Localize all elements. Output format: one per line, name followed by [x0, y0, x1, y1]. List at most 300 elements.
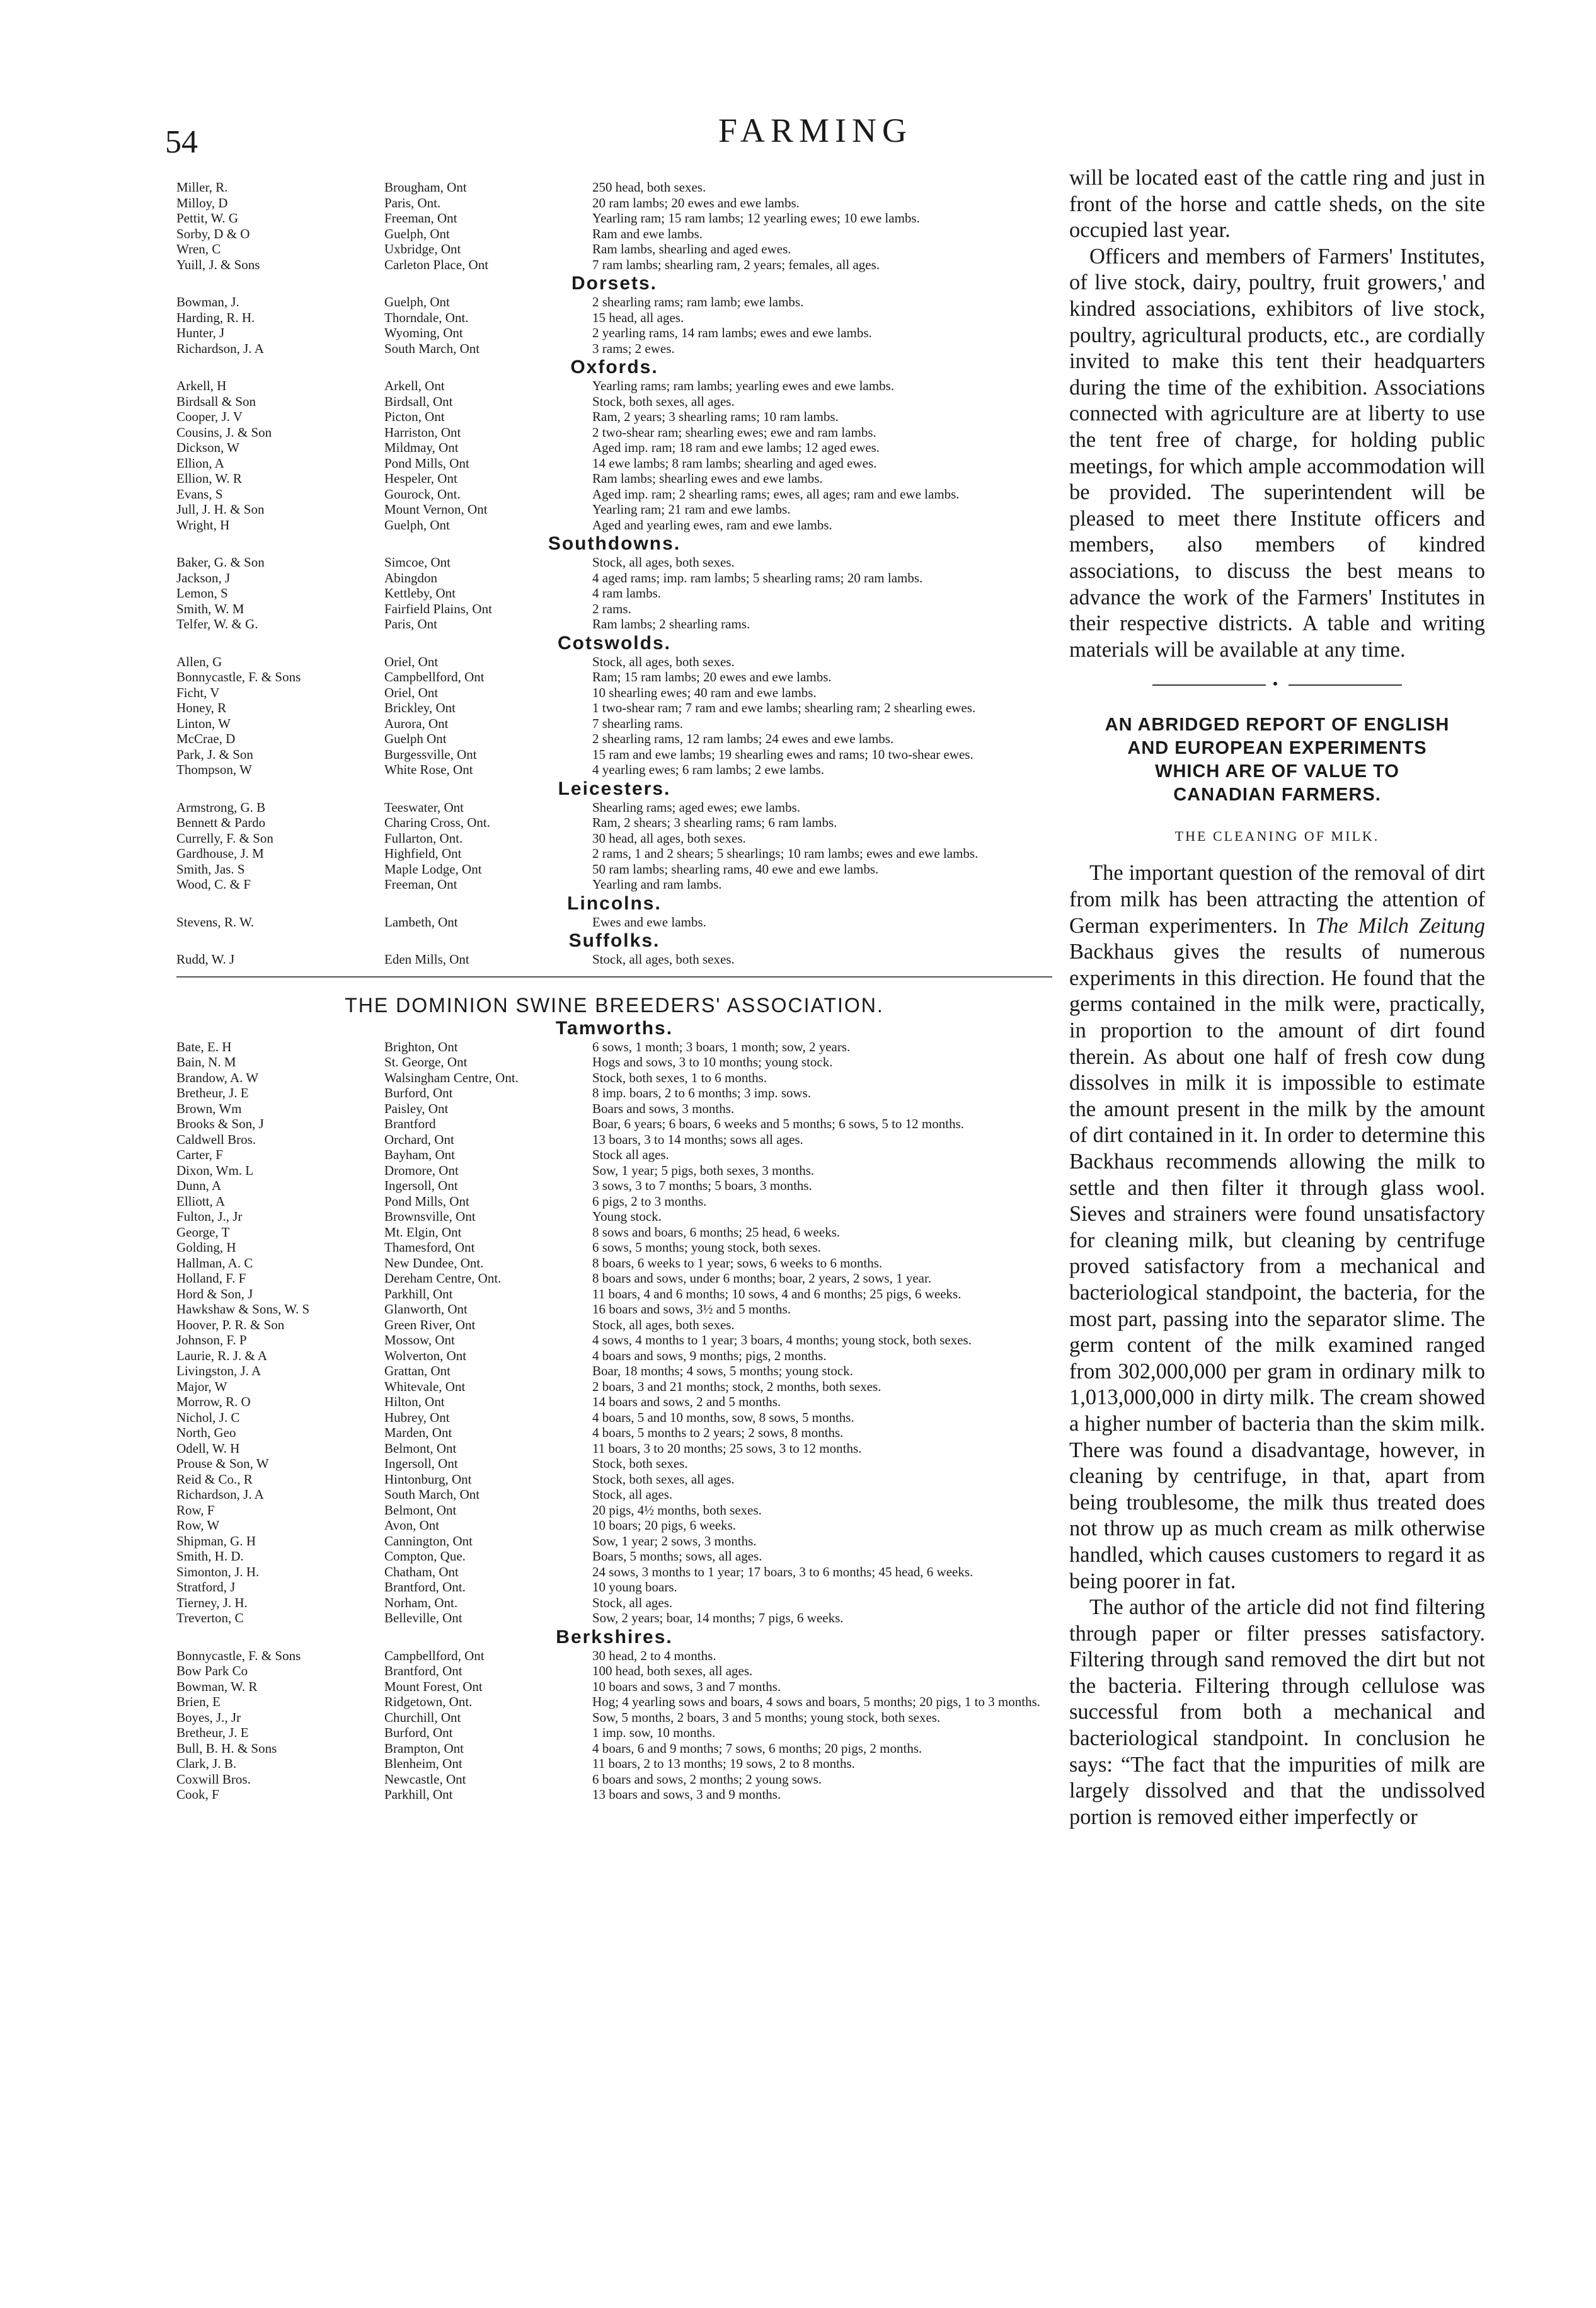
breeder-stock: 7 shearling rams. [592, 715, 684, 731]
breeder-row [176, 195, 1052, 211]
breeder-address: Orchard, Ont [384, 1131, 454, 1147]
breeder-stock: 10 boars and sows, 3 and 7 months. [592, 1678, 781, 1694]
breeder-address: Chatham, Ont [384, 1564, 459, 1579]
breeder-stock: 2 two-shear ram; shearling ewes; ewe and ram lambs. [592, 424, 876, 440]
breeder-stock: 6 sows, 1 month; 3 boars, 1 month; sow, 2 years. [592, 1039, 851, 1054]
breeder-stock: 14 boars and sows, 2 and 5 months. [592, 1394, 781, 1409]
breeder-stock: 14 ewe lambs; 8 ram lambs; shearling and aged ewes. [592, 455, 877, 471]
breeder-stock: 4 boars, 5 months to 2 years; 2 sows, 8 months. [592, 1425, 844, 1440]
breeder-stock: Boars and sows, 3 months. [592, 1100, 735, 1116]
breeder-row [176, 831, 1052, 846]
breeder-stock: Sow, 1 year; 5 pigs, both sexes, 3 months. [592, 1162, 815, 1178]
breeder-row [176, 1425, 1052, 1441]
breeder-stock: Stock, both sexes, all ages. [592, 1471, 735, 1487]
breeder-address: Highfield, Ont [384, 846, 462, 861]
breeder-stock: Aged imp. ram; 2 shearling rams; ewes, all ages; ram and ewe lambs. [592, 486, 960, 502]
breeder-stock: 13 boars, 3 to 14 months; sows all ages. [592, 1131, 803, 1147]
breeder-name: Caldwell Bros. [176, 1131, 256, 1147]
breeder-name: Smith, Jas. S [176, 861, 245, 877]
breeder-row [176, 325, 1052, 341]
breeder-stock: Stock all ages. [592, 1147, 669, 1162]
breeder-name: Stratford, J [176, 1579, 236, 1595]
breeder-name: Bonnycastle, F. & Sons [176, 1647, 301, 1663]
breeder-name: Laurie, R. J. & A [176, 1347, 268, 1363]
breeder-address: Oriel, Ont [384, 684, 439, 700]
breeder-stock: 4 boars, 6 and 9 months; 7 sows, 6 months; 20 pigs, 2 months. [592, 1740, 922, 1756]
breeder-name: Bennett & Pardo [176, 815, 266, 830]
breeder-row [176, 685, 1052, 701]
breeder-stock: 24 sows, 3 months to 1 year; 17 boars, 3 to 6 months; 45 head, 6 weeks. [592, 1564, 973, 1579]
breeder-address: Arkell, Ont [384, 378, 445, 393]
breeder-address: Cannington, Ont [384, 1533, 473, 1549]
article-subtitle: THE CLEANING OF MILK. [1174, 828, 1380, 844]
breeder-address: South March, Ont [384, 340, 480, 356]
breeder-stock: 3 rams; 2 ewes. [592, 340, 675, 356]
breeder-row [176, 570, 1052, 586]
breeder-name: Elliott, A [176, 1193, 226, 1209]
breeder-name: Brandow, A. W [176, 1070, 259, 1085]
breeder-row [176, 1648, 1052, 1664]
breeder-address: Picton, Ont [384, 409, 445, 424]
breeder-row [176, 1564, 1052, 1580]
breeder-name: Dickson, W [176, 440, 239, 455]
breeder-name: Honey, R [176, 700, 227, 715]
breeder-row [176, 425, 1052, 441]
breeder-name: Wright, H [176, 517, 230, 533]
breed-heading: Lincolns. [567, 892, 662, 914]
breeder-name: Brien, E [176, 1694, 221, 1709]
breeder-name: Bowman, J. [176, 294, 239, 309]
breeder-row [176, 846, 1052, 862]
breeder-name: Bate, E. H [176, 1039, 232, 1054]
breeder-row [176, 800, 1052, 816]
breeder-address: Pond Mills, Ont [384, 455, 469, 471]
breeder-address: Brampton, Ont [384, 1740, 464, 1756]
breeder-stock: 6 boars and sows, 2 months; 2 young sows. [592, 1771, 822, 1787]
breeder-address: Belleville, Ont [384, 1610, 462, 1625]
breeder-address: Wolverton, Ont [384, 1347, 467, 1363]
breeder-row [176, 1410, 1052, 1426]
breeder-stock: Ram and ewe lambs. [592, 226, 703, 241]
breed-heading: Cotswolds. [557, 632, 671, 654]
breeder-address: Mount Vernon, Ont [384, 502, 488, 517]
breeder-address: Burgessville, Ont [384, 746, 477, 762]
breeder-address: Brantford, Ont [384, 1663, 462, 1678]
breeder-stock: 4 yearling ewes; 6 ram lambs; 2 ewe lambs. [592, 762, 824, 777]
breeder-address: Mount Forest, Ont [384, 1678, 483, 1694]
breeder-row [176, 1394, 1052, 1410]
breeder-address: Glanworth, Ont [384, 1301, 468, 1317]
breeder-stock: Stock, both sexes, all ages. [592, 393, 735, 409]
breeder-stock: 3 sows, 3 to 7 months; 5 boars, 3 months. [592, 1178, 812, 1193]
breeder-stock: 50 ram lambs; shearling rams, 40 ewe and ewe lambs. [592, 861, 879, 877]
breeder-address: Guelph, Ont [384, 294, 450, 309]
breeder-address: Eden Mills, Ont [384, 952, 469, 967]
breeder-row [176, 310, 1052, 326]
breeder-stock: 10 young boars. [592, 1579, 677, 1595]
breeder-stock: 7 ram lambs; shearling ram, 2 years; females, all ages. [592, 257, 880, 272]
breeder-stock: 11 boars, 3 to 20 months; 25 sows, 3 to 12 months. [592, 1440, 862, 1456]
breeder-stock: 20 ram lambs; 20 ewes and ewe lambs. [592, 195, 800, 211]
breeder-address: Pond Mills, Ont [384, 1193, 469, 1209]
breeder-address: Uxbridge, Ont [384, 241, 461, 257]
breeder-row [176, 1225, 1052, 1240]
breeder-name: Odell, W. H [176, 1440, 240, 1456]
breeder-name: Reid & Co., R [176, 1471, 253, 1487]
breeder-stock: 4 boars and sows, 9 months; pigs, 2 months. [592, 1347, 827, 1363]
breeder-row [176, 762, 1052, 778]
breeder-name: Major, W [176, 1378, 227, 1394]
breeder-address: Avon, Ont [384, 1518, 440, 1533]
breeder-name: Hawkshaw & Sons, W. S [176, 1301, 310, 1317]
breeder-address: Dereham Centre, Ont. [384, 1271, 502, 1286]
breed-heading: Tamworths. [555, 1017, 674, 1039]
breeder-name: Miller, R. [176, 180, 228, 195]
breeder-address: Freeman, Ont [384, 211, 457, 226]
breeder-name: Armstrong, G. B [176, 799, 266, 815]
breeder-stock: Sow, 1 year; 2 sows, 3 months. [592, 1533, 757, 1549]
breeder-address: Grattan, Ont [384, 1363, 451, 1378]
breeder-name: Pettit, W. G [176, 211, 239, 226]
breeder-name: George, T [176, 1224, 230, 1240]
breeder-name: Gardhouse, J. M [176, 846, 264, 861]
breeder-stock: Shearling rams; aged ewes; ewe lambs. [592, 799, 801, 815]
breeder-address: Marden, Ont [384, 1425, 452, 1440]
section-ornament: • [1069, 671, 1485, 697]
breeder-address: Brownsville, Ont [384, 1209, 476, 1224]
breeder-row [176, 1741, 1052, 1757]
breeder-name: Livingston, J. A [176, 1363, 261, 1378]
breeder-name: Golding, H [176, 1240, 236, 1255]
breeder-address: Belmont, Ont [384, 1502, 457, 1518]
breeder-address: Guelph Ont [384, 731, 447, 746]
breeder-row [176, 1456, 1052, 1472]
breeder-name: Hallman, A. C [176, 1255, 253, 1271]
breeder-row [176, 1209, 1052, 1225]
breeder-stock: Ram, 2 years; 3 shearling rams; 10 ram lambs. [592, 409, 839, 424]
breeder-stock: 6 sows, 5 months; young stock, both sexes. [592, 1240, 821, 1255]
breeder-address: South March, Ont [384, 1487, 480, 1502]
breeder-address: Paris, Ont. [384, 195, 441, 211]
running-title: FARMING [718, 112, 913, 149]
breeder-stock: 2 boars, 3 and 21 months; stock, 2 months, both sexes. [592, 1378, 881, 1394]
breeder-address: Guelph, Ont [384, 226, 450, 241]
breeder-address: Aurora, Ont [384, 715, 449, 731]
officers-paragraph: Officers and members of Farmers' Institutes, of live stock, dairy, poultry, fruit growers,' and kindred associations, exhibitors of live stock, poultry, agricultural products, etc., are cordially invited to make this tent their headquarters during the time of the exhibition. Associations connected with agriculture are at liberty to use the tent free of charge, for holding public meetings, for which ample accommodation will be provided. The superintendent will be pleased to meet there Institute officers and members, also members of kindred associations, to discuss the best means to advance the work of the Farmers' Institutes in their respective districts. A table and writing materials will be available at any time. [1069, 244, 1485, 662]
breeder-address: Freeman, Ont [384, 877, 457, 892]
breeder-row [176, 1710, 1052, 1726]
article-paragraph-1 [1069, 860, 1485, 1595]
breeder-row [176, 747, 1052, 763]
breeder-stock: Yearling and ram lambs. [592, 877, 722, 892]
breeder-name: Row, F [176, 1502, 215, 1518]
breeder-stock: Boar, 6 years; 6 boars, 6 weeks and 5 months; 6 sows, 5 to 12 months. [592, 1116, 965, 1131]
breeder-stock: 6 pigs, 2 to 3 months. [592, 1193, 707, 1209]
breeder-address: Dromore, Ont [384, 1162, 459, 1178]
breeder-row [176, 1363, 1052, 1379]
breeder-stock: Boar, 18 months; 4 sows, 5 months; young stock. [592, 1363, 853, 1378]
breeder-address: Harriston, Ont [384, 424, 461, 440]
breeder-stock: 2 shearling rams, 12 ram lambs; 24 ewes and ewe lambs. [592, 731, 894, 746]
breeder-row [176, 1679, 1052, 1695]
breeder-stock: Boars, 5 months; sows, all ages. [592, 1549, 762, 1564]
breeder-stock: Stock, both sexes. [592, 1456, 688, 1471]
breeder-row [176, 502, 1052, 517]
breeder-name: Sorby, D & O [176, 226, 250, 241]
breeder-row [176, 1694, 1052, 1710]
breeder-address: Hintonburg, Ont [384, 1471, 472, 1487]
breeder-address: Ridgetown, Ont. [384, 1694, 473, 1709]
breeder-row [176, 1725, 1052, 1741]
breeder-address: Bayham, Ont [384, 1147, 455, 1162]
breeder-row [176, 1116, 1052, 1132]
breeder-address: Green River, Ont [384, 1317, 476, 1332]
breeder-row [176, 1379, 1052, 1395]
breeder-stock: 100 head, both sexes, all ages. [592, 1663, 753, 1678]
breeder-name: Cousins, J. & Son [176, 424, 272, 440]
breeder-name: Thompson, W [176, 762, 252, 777]
breeder-name: Bow Park Co [176, 1663, 248, 1678]
breeder-row [176, 1085, 1052, 1101]
breeder-stock: 4 ram lambs. [592, 586, 662, 601]
breeder-stock: Sow, 5 months, 2 boars, 3 and 5 months; young stock, both sexes. [592, 1709, 941, 1725]
breeder-stock: Stock, all ages, both sexes. [592, 1317, 735, 1332]
breeder-name: Fulton, J., Jr [176, 1209, 243, 1224]
breeder-stock: Ewes and ewe lambs. [592, 914, 706, 930]
breeder-row [176, 731, 1052, 747]
breeder-name: McCrae, D [176, 731, 236, 746]
breeder-row [176, 601, 1052, 617]
breeder-stock: 4 sows, 4 months to 1 year; 3 boars, 4 months; young stock, both sexes. [592, 1332, 972, 1347]
breeder-stock: Hog; 4 yearling sows and boars, 4 sows and boars, 5 months; 20 pigs, 1 to 3 months. [592, 1694, 1041, 1709]
breeder-stock: 1 imp. sow, 10 months. [592, 1725, 716, 1740]
breeder-row [176, 1271, 1052, 1286]
breeder-address: Belmont, Ont [384, 1440, 457, 1456]
breeder-row [176, 555, 1052, 570]
breeder-name: Bain, N. M [176, 1054, 236, 1070]
breeder-address: Mildmay, Ont [384, 440, 459, 455]
breeder-stock: 30 head, all ages, both sexes. [592, 830, 746, 846]
right-column [1069, 165, 1485, 1830]
breeder-row [176, 1441, 1052, 1457]
breeder-address: Teeswater, Ont [384, 799, 464, 815]
breeder-row [176, 409, 1052, 425]
breeder-name: Johnson, F. P [176, 1332, 247, 1347]
breeder-stock: 2 shearling rams; ram lamb; ewe lambs. [592, 294, 804, 309]
breeder-address: Carleton Place, Ont [384, 257, 489, 272]
breeder-name: Ellion, W. R [176, 471, 242, 486]
breeder-row [176, 815, 1052, 831]
article-title [1069, 713, 1485, 807]
swine-association-title: THE DOMINION SWINE BREEDERS' ASSOCIATION. [176, 976, 1052, 1017]
breeder-address: Hilton, Ont [384, 1394, 445, 1409]
breeder-row [176, 1070, 1052, 1086]
breeder-stock: Ram lambs; shearling ewes and ewe lambs. [592, 471, 823, 486]
breeder-stock: Stock, all ages. [592, 1487, 673, 1502]
breeder-row [176, 1286, 1052, 1302]
breeder-address: Guelph, Ont [384, 517, 450, 533]
breeder-stock: Sow, 2 years; boar, 14 months; 7 pigs, 6 weeks. [592, 1610, 844, 1625]
breeder-address: Mossow, Ont [384, 1332, 455, 1347]
breeder-row [176, 1533, 1052, 1549]
breeder-name: Row, W [176, 1518, 220, 1533]
continuation-paragraph: will be located east of the cattle ring and just in front of the horse and cattle sheds, on the site occupied last year. [1069, 166, 1485, 243]
breeder-stock: 2 rams. [592, 601, 631, 616]
breed-heading: Leicesters. [558, 778, 671, 799]
breeder-stock: Ram, 2 shears; 3 shearling rams; 6 ram lambs. [592, 815, 837, 830]
breeder-name: Bonnycastle, F. & Sons [176, 669, 301, 684]
breeder-row [176, 1054, 1052, 1070]
breeder-stock: 2 rams, 1 and 2 shears; 5 shearlings; 10 ram lambs; ewes and ewe lambs. [592, 846, 979, 861]
breeder-address: St. George, Ont [384, 1054, 468, 1070]
breeder-name: Smith, H. D. [176, 1549, 244, 1564]
breeder-name: Cook, F [176, 1787, 219, 1802]
breeder-row [176, 180, 1052, 195]
breeder-stock: 10 shearling ewes; 40 ram and ewe lambs. [592, 684, 817, 700]
breeder-row [176, 1756, 1052, 1772]
swine-list [176, 1018, 1052, 1803]
breeder-name: Bretheur, J. E [176, 1725, 249, 1740]
breeder-address: Blenheim, Ont [384, 1756, 462, 1771]
breeder-name: Coxwill Bros. [176, 1771, 251, 1787]
breeder-address: Whitevale, Ont [384, 1378, 466, 1394]
article-paragraph-2: The author of the article did not find filtering through paper or filter presses satisfactory. Filtering through sand removed the dirt but not the bacteria. Filtering through cellulose was successful from both a mechanical and bacteriological standpoint. In conclusion he says: “The fact that the impurities of milk are largely dissolved and that the undissolved portion is removed either imperfectly or [1069, 1595, 1485, 1829]
breeder-name: Ficht, V [176, 684, 220, 700]
breeder-address: Mt. Elgin, Ont [384, 1224, 462, 1240]
breeder-name: Birdsall & Son [176, 393, 256, 409]
breeder-stock: Stock, both sexes, 1 to 6 months. [592, 1070, 767, 1085]
breeder-address: Burford, Ont [384, 1085, 453, 1100]
breeder-stock: 15 head, all ages. [592, 309, 684, 325]
breeder-stock: Yearling ram; 15 ram lambs; 12 yearling ewes; 10 ewe lambs. [592, 211, 920, 226]
breeder-name: Dixon, Wm. L [176, 1162, 254, 1178]
breeder-row [176, 1317, 1052, 1333]
breeder-name: Ellion, A [176, 455, 224, 471]
breeder-name: Nichol, J. C [176, 1409, 240, 1425]
breeder-row [176, 1610, 1052, 1626]
breeder-name: Harding, R. H. [176, 309, 255, 325]
breeder-stock: Yearling ram; 21 ram and ewe lambs. [592, 502, 791, 517]
breeder-name: Wood, C. & F [176, 877, 251, 892]
breeder-row [176, 1178, 1052, 1194]
breeder-stock: 1 two-shear ram; 7 ram and ewe lambs; shearling ram; 2 shearling ewes. [592, 700, 976, 715]
breeder-stock: Ram lambs, shearling and aged ewes. [592, 241, 791, 257]
breeder-address: Brantford, Ont. [384, 1579, 466, 1595]
breeder-name: Clark, J. B. [176, 1756, 237, 1771]
breeder-row [176, 471, 1052, 487]
breeder-row [176, 586, 1052, 601]
breeder-row [176, 700, 1052, 716]
breeder-address: Compton, Que. [384, 1549, 466, 1564]
breeder-row [176, 378, 1052, 394]
breeder-name: Hunter, J [176, 325, 225, 340]
breed-heading: Southdowns. [548, 533, 681, 554]
breeder-row [176, 1101, 1052, 1117]
breeder-name: Cooper, J. V [176, 409, 243, 424]
breeder-stock: Stock, all ages, both sexes. [592, 952, 735, 967]
article-title-line: AND EUROPEAN EXPERIMENTS [1127, 737, 1427, 758]
breeder-name: Hoover, P. R. & Son [176, 1317, 285, 1332]
breeder-row [176, 1595, 1052, 1611]
breeder-row [176, 1518, 1052, 1533]
breeder-address: Paisley, Ont [384, 1100, 449, 1116]
breeder-stock: Stock, all ages. [592, 1595, 673, 1610]
breeder-row [176, 1787, 1052, 1803]
breeder-name: Bull, B. H. & Sons [176, 1740, 277, 1756]
breeder-name: Smith, W. M [176, 601, 244, 616]
breeder-stock: 11 boars, 2 to 13 months; 19 sows, 2 to 8 months. [592, 1756, 855, 1771]
breeder-address: Brantford [384, 1116, 436, 1131]
breeder-name: Tierney, J. H. [176, 1595, 248, 1610]
breeder-name: Holland, F. F [176, 1271, 246, 1286]
breeder-address: Campbellford, Ont [384, 1647, 485, 1663]
breeder-address: Wyoming, Ont [384, 325, 463, 340]
breeder-stock: Ram lambs; 2 shearling rams. [592, 616, 750, 632]
breeder-stock: 13 boars and sows, 3 and 9 months. [592, 1787, 781, 1802]
breeder-row [176, 1147, 1052, 1163]
breeder-stock: 16 boars and sows, 3½ and 5 months. [592, 1301, 791, 1317]
breeder-address: Simcoe, Ont [384, 555, 451, 570]
breeder-row [176, 952, 1052, 967]
breeder-address: Ingersoll, Ont [384, 1178, 458, 1193]
breeder-stock: 8 sows and boars, 6 months; 25 head, 6 weeks. [592, 1224, 841, 1240]
breeder-row [176, 1132, 1052, 1148]
breeder-address: White Rose, Ont [384, 762, 473, 777]
breeder-row [176, 616, 1052, 632]
breeder-address: Maple Lodge, Ont [384, 861, 482, 877]
breeder-name: Carter, F [176, 1147, 223, 1162]
breeder-row [176, 226, 1052, 242]
breeder-name: Prouse & Son, W [176, 1456, 269, 1471]
breeder-row [176, 1332, 1052, 1348]
breeder-row [176, 877, 1052, 892]
article-title-line: AN ABRIDGED REPORT OF ENGLISH [1105, 714, 1450, 735]
breeder-address: Norham, Ont. [384, 1595, 458, 1610]
breeder-row [176, 1487, 1052, 1503]
breeder-name: Yuill, J. & Sons [176, 257, 260, 272]
breed-heading: Oxfords. [570, 357, 658, 378]
breeder-row [176, 1240, 1052, 1255]
breeder-name: Allen, G [176, 654, 222, 669]
breeder-name: Stevens, R. W. [176, 914, 255, 930]
breeder-address: Parkhill, Ont [384, 1787, 453, 1802]
breeder-stock: 2 yearling rams, 14 ram lambs; ewes and ewe lambs. [592, 325, 872, 340]
breeder-stock: Young stock. [592, 1209, 662, 1224]
breeder-stock: Aged and yearling ewes, ram and ewe lambs. [592, 517, 832, 533]
breeder-address: Fairfield Plains, Ont [384, 601, 492, 616]
breeder-row [176, 440, 1052, 456]
breeder-stock: 15 ram and ewe lambs; 19 shearling ewes and rams; 10 two-shear ewes. [592, 746, 973, 762]
breeder-address: Gourock, Ont. [384, 486, 461, 502]
breed-heading: Suffolks. [568, 930, 660, 951]
breeder-row [176, 1194, 1052, 1209]
breeder-row [176, 1163, 1052, 1179]
breeder-address: Brougham, Ont [384, 180, 467, 195]
breeder-address: Thamesford, Ont [384, 1240, 475, 1255]
breeder-address: Parkhill, Ont [384, 1286, 453, 1301]
breeder-row [176, 1772, 1052, 1787]
breeder-address: Charing Cross, Ont. [384, 815, 490, 830]
breeder-name: Brooks & Son, J [176, 1116, 264, 1131]
breeder-row [176, 1549, 1052, 1564]
breeder-name: Milloy, D [176, 195, 228, 211]
breeder-address: Birdsall, Ont [384, 393, 453, 409]
breeder-row [176, 915, 1052, 930]
breeder-address: Churchill, Ont [384, 1709, 461, 1725]
breed-heading: Berkshires. [556, 1626, 673, 1647]
breeder-name: Rudd, W. J [176, 952, 235, 967]
breeder-name: Wren, C [176, 241, 221, 257]
